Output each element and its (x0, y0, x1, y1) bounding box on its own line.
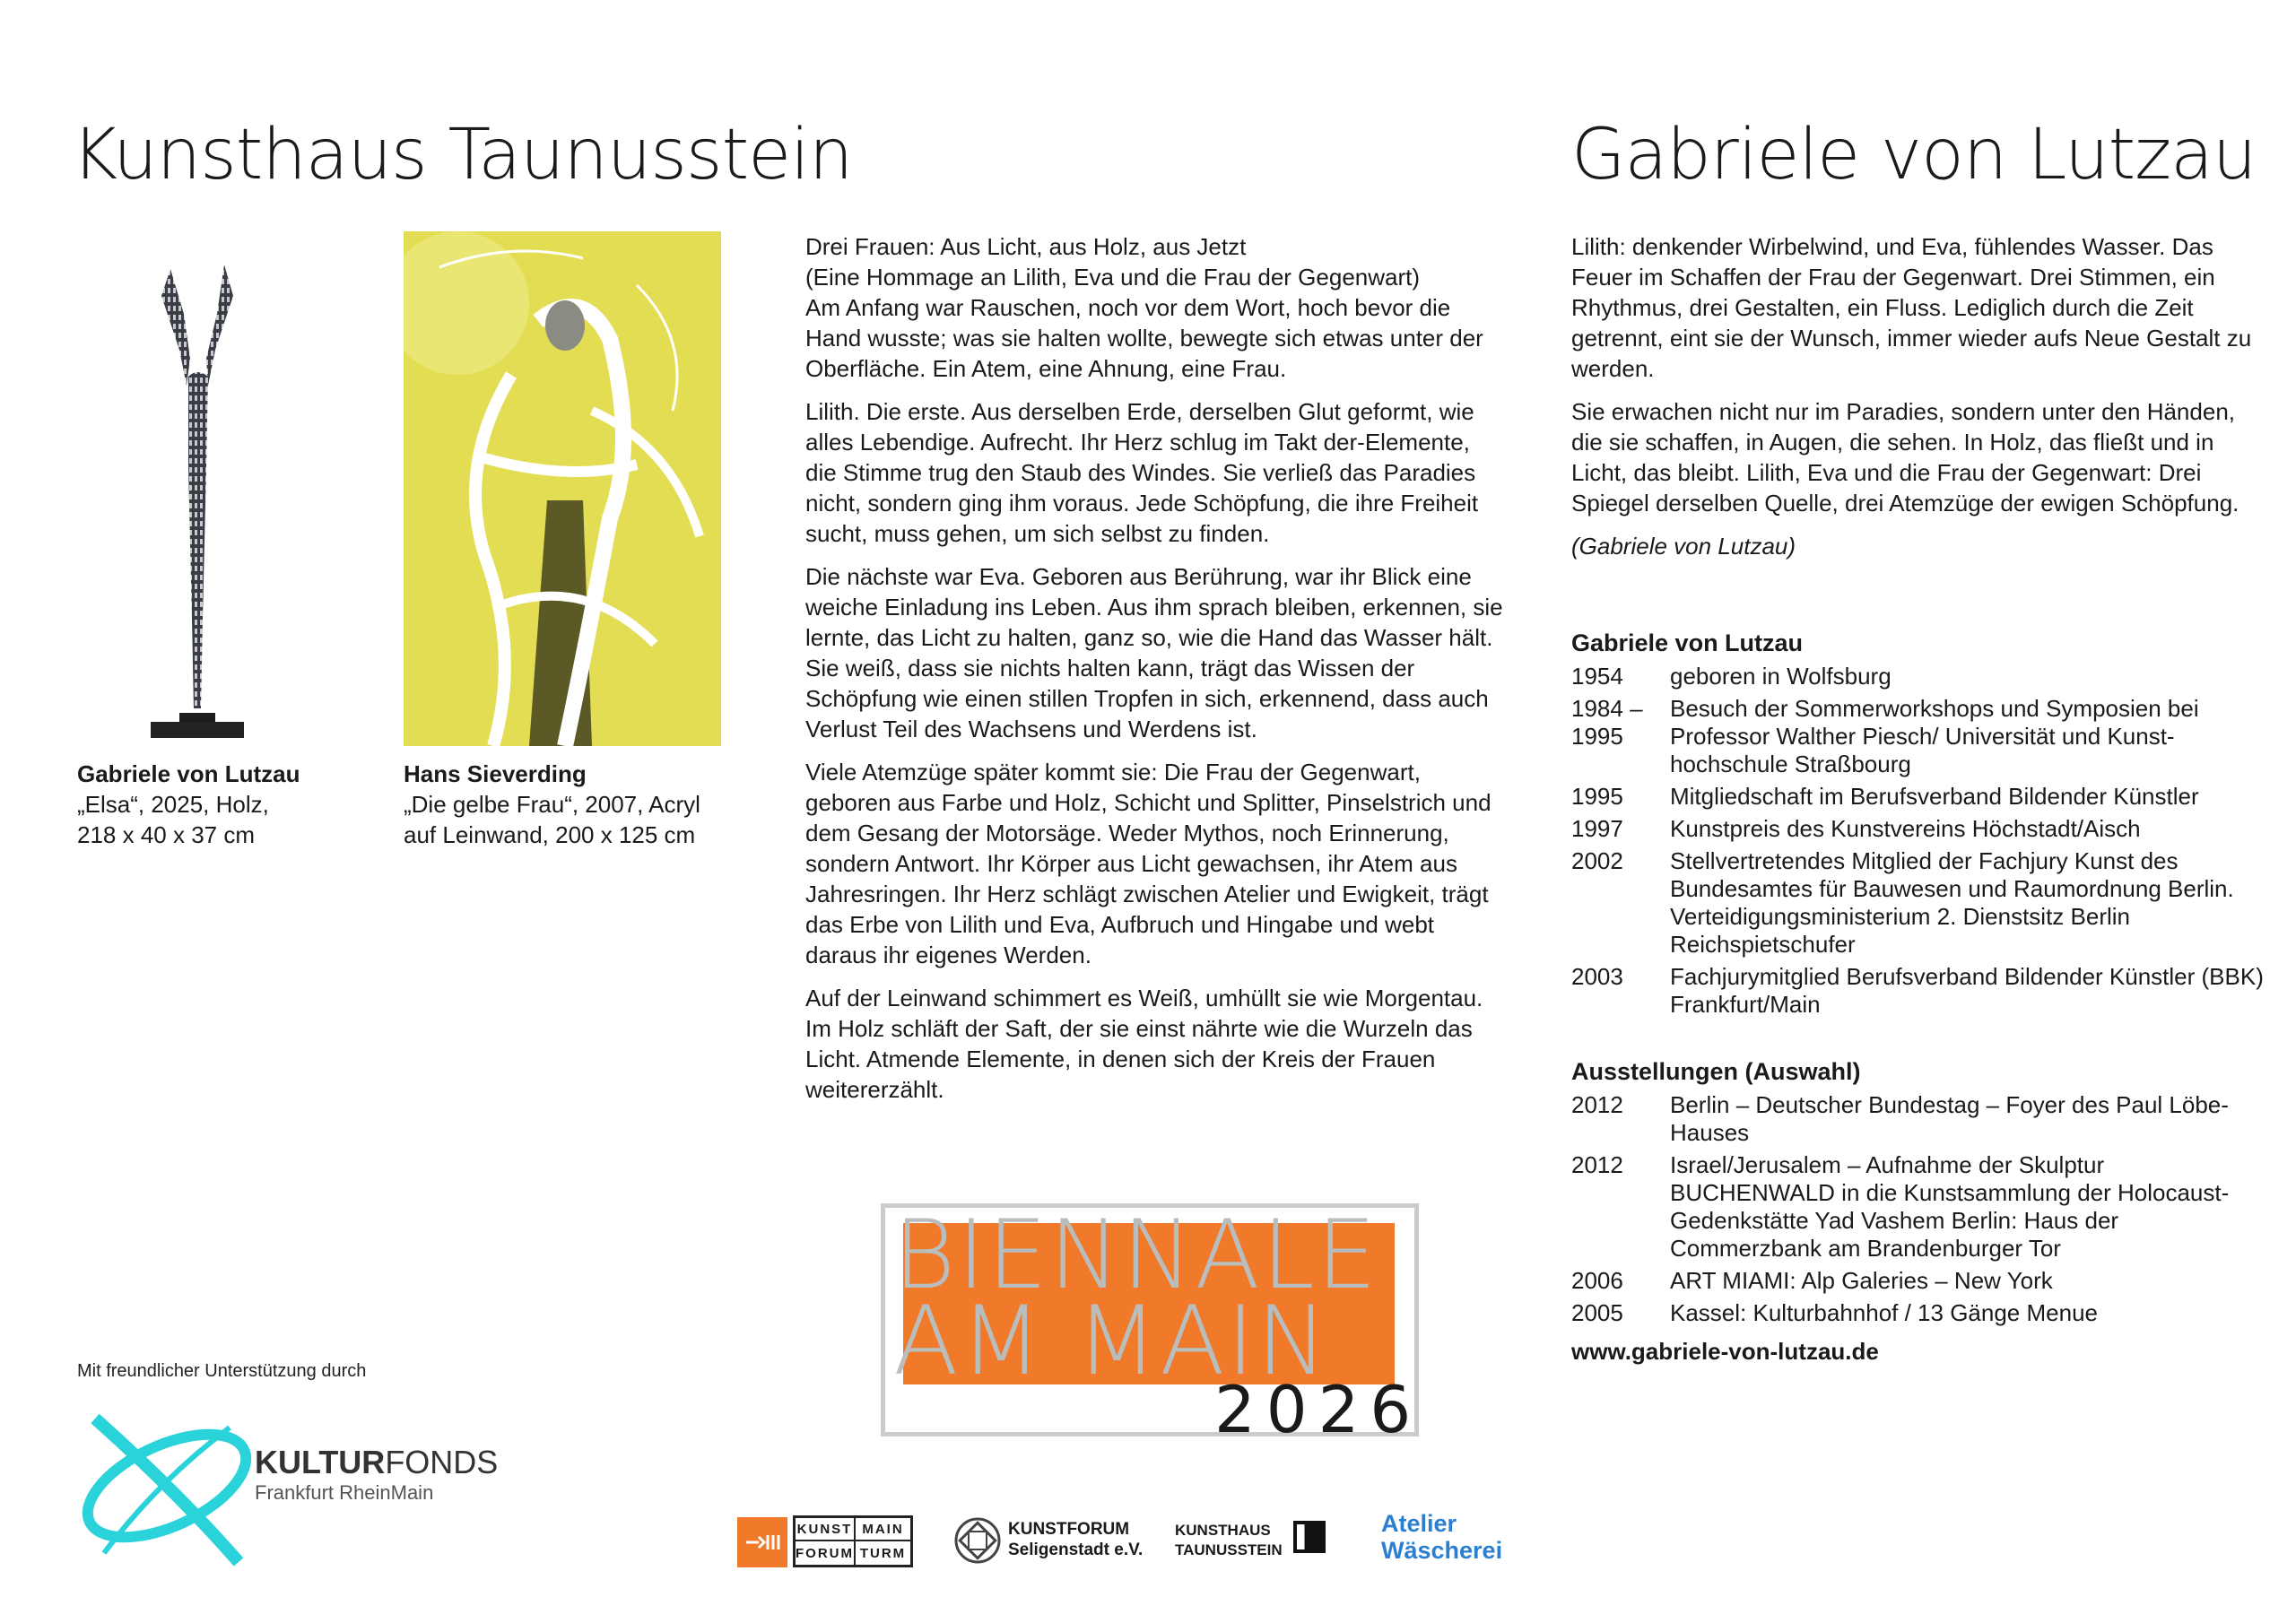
exhibition-row (1571, 1091, 2271, 1147)
bio-text: Kunstpreis des Kunstvereins Höchstadt/Aisch (1670, 815, 2141, 842)
biennale-year: 2026 (1214, 1372, 1422, 1447)
website-link[interactable]: www.gabriele-von-lutzau.de (1571, 1338, 1879, 1365)
kulturfonds-light: FONDS (385, 1444, 499, 1480)
bio-section (1571, 629, 2271, 1023)
logo-line: Wäscherei (1381, 1537, 1503, 1564)
bio-text: Stellvertretendes Mitglied der Fachjury Kunst des Bundesamtes für Bauwesen und Raumordnung Berlin. Verteidigungsministerium 2. Dienstsitz Berlin Reichspietschufer (1670, 847, 2234, 958)
caption-work-1 (77, 759, 382, 850)
exhibition-row (1571, 1151, 2271, 1263)
bio-year: 1995 (1571, 783, 1623, 810)
poem-right-column (1571, 231, 2262, 574)
exhibition-text: ART MIAMI: Alp Galeries – New York (1670, 1267, 2053, 1294)
kunsthaus-logo-text (1175, 1521, 1283, 1560)
caption-line: „Elsa“, 2025, Holz, (77, 791, 269, 818)
exhibition-year: 2012 (1571, 1091, 1623, 1118)
biennale-line2: AM MAIN (893, 1286, 1330, 1396)
exhibition-year: 2005 (1571, 1299, 1623, 1326)
support-label: Mit freundlicher Unterstützung durch (77, 1361, 367, 1381)
logo-cell: MAIN (856, 1518, 910, 1541)
painting-image (404, 231, 721, 746)
bio-text: geboren in Wolfsburg (1670, 663, 1892, 690)
kulturfonds-bold: KULTUR (255, 1444, 386, 1480)
logo-cell: KUNST (796, 1518, 856, 1541)
kunstforum-main-logo (793, 1515, 913, 1567)
kulturfonds-wordmark (255, 1444, 498, 1481)
poem-column (805, 231, 1505, 1117)
bio-text: Mitgliedschaft im Berufsverband Bildender Künstler (1670, 783, 2199, 810)
page-title-right: Gabriele von Lutzau (1571, 115, 2257, 195)
poem-paragraph: Auf der Leinwand schimmert es Weiß, umhüllt sie wie Morgentau. Im Holz schläft der Saft, der sie einst nährte wie die Wurzeln das Licht. Atmende Elemente, in denen sich der Kreis der Frauen weitererzählt. (805, 985, 1483, 1103)
bio-row (1571, 963, 2271, 1019)
bio-year: 1997 (1571, 815, 1623, 842)
exhibitions-section (1571, 1058, 2271, 1366)
exhibition-year: 2012 (1571, 1151, 1623, 1178)
bio-row (1571, 663, 2271, 690)
kunstforum-seligenstadt-icon (952, 1515, 1003, 1566)
kunstforum-seligenstadt-text (1008, 1519, 1143, 1560)
logo-cell: FORUM (796, 1541, 856, 1565)
logo-line: KUNSTHAUS (1175, 1522, 1271, 1539)
kunstforum-main-icon (737, 1517, 787, 1567)
atelier-waescherei-logo (1381, 1510, 1502, 1564)
logo-line: KUNSTFORUM (1008, 1520, 1130, 1539)
logo-line: Atelier (1381, 1510, 1457, 1537)
poem-signature: (Gabriele von Lutzau) (1571, 533, 1796, 560)
kulturfonds-sub: Frankfurt RheinMain (255, 1481, 434, 1504)
bio-year: 2002 (1571, 847, 1623, 874)
biennale-logo (881, 1200, 1422, 1447)
exhibition-text: Israel/Jerusalem – Aufnahme der Skulptur BUCHENWALD in die Kunstsammlung der Holocaust-Gedenkstätte Yad Vashem Berlin: Haus der Commerzbank am Brandenburger Tor (1670, 1151, 2230, 1262)
caption-line: „Die gelbe Frau“, 2007, Acryl (404, 791, 700, 818)
caption-artist: Hans Sieverding (404, 760, 587, 787)
bio-row (1571, 695, 2271, 778)
kunsthaus-logo-icon (1293, 1521, 1326, 1553)
kulturfonds-logo-text (255, 1444, 498, 1505)
bio-year: 2003 (1571, 963, 1623, 990)
poem-paragraph: Lilith. Die erste. Aus derselben Erde, derselben Glut geformt, wie alles Lebendige. Aufrecht. Ihr Herz schlug im Takt der-Elemente, die Stimme trug den Staub des Windes. Sie verließ das Paradies nicht, sondern ging ihm voraus. Jede Schöpfung, die ihre Freiheit sucht, muss gehen, um sich selbst zu finden. (805, 398, 1479, 547)
poem-paragraph: Sie erwachen nicht nur im Paradies, sondern unter den Händen, die sie schaffen, in Augen, die sehen. In Holz, das fließt und in Licht, das bleibt. Lilith, Eva und die Frau der Gegenwart: Drei Spiegel derselben Quelle, drei Atemzüge der ewigen Schöpfung. (1571, 398, 2239, 516)
poem-line: Drei Frauen: Aus Licht, aus Holz, aus Jetzt (805, 233, 1247, 260)
bio-text: Besuch der Sommerworkshops und Symposien bei Professor Walther Piesch/ Universität und Kunst-hochschule Straßbourg (1670, 695, 2199, 777)
biennale-line1: BIENNALE (893, 1200, 1378, 1310)
logo-line: Seligenstadt e.V. (1008, 1541, 1144, 1559)
exhibition-text: Berlin – Deutscher Bundestag – Foyer des Paul Löbe-Hauses (1670, 1091, 2229, 1146)
bio-title: Gabriele von Lutzau (1571, 629, 1804, 656)
exhibitions-title: Ausstellungen (Auswahl) (1571, 1058, 1861, 1085)
page-title-left: Kunsthaus Taunusstein (72, 115, 853, 195)
poem-line: (Eine Hommage an Lilith, Eva und die Frau der Gegenwart) (805, 264, 1421, 291)
caption-line: 218 x 40 x 37 cm (77, 821, 255, 848)
bio-row (1571, 815, 2271, 843)
poem-paragraph: Am Anfang war Rauschen, noch vor dem Wort, hoch bevor die Hand wusste; was sie halten wollte, bewegte sich etwas unter der Oberfläche. Ein Atem, eine Ahnung, eine Frau. (805, 294, 1483, 382)
exhibition-row (1571, 1267, 2271, 1295)
caption-work-2 (404, 759, 744, 850)
logo-line: TAUNUSSTEIN (1175, 1541, 1283, 1558)
sculpture-image (135, 260, 260, 744)
bio-year: 1984 – 1995 (1571, 695, 1643, 750)
bio-year: 1954 (1571, 663, 1623, 690)
poem-paragraph: Die nächste war Eva. Geboren aus Berührung, war ihr Blick eine weiche Einladung ins Leben. Aus ihm sprach bleiben, erkennen, sie lernte, das Licht zu halten, ganz so, wie die Hand das Wasser hält. Sie weiß, dass sie nichts halten kann, trägt das Wissen der Schöpfung wie einen stillen Tropfen in sich, erkennend, dass auch Verlust Teil des Wachsens und Werdens ist. (805, 563, 1503, 742)
caption-artist: Gabriele von Lutzau (77, 760, 300, 787)
bio-row (1571, 847, 2271, 959)
bio-row (1571, 783, 2271, 811)
exhibition-text: Kassel: Kulturbahnhof / 13 Gänge Menue (1670, 1299, 2098, 1326)
exhibition-row (1571, 1299, 2271, 1327)
poem-paragraph: Viele Atemzüge später kommt sie: Die Frau der Gegenwart, geboren aus Farbe und Holz, Schicht und Splitter, Pinselstrich und dem Gesang der Motorsäge. Weder Mythos, noch Erinnerung, sondern Antwort. Ihr Körper aus Licht gewachsen, ihr Atem aus Jahresringen. Ihr Herz schlägt zwischen Atelier und Ewigkeit, trägt das Erbe von Lilith und Eva, Aufbruch und Hingabe und webt daraus ihr eigenes Werden. (805, 759, 1492, 968)
exhibition-year: 2006 (1571, 1267, 1623, 1294)
bio-text: Fachjurymitglied Berufsverband Bildender Künstler (BBK) Frankfurt/Main (1670, 963, 2264, 1018)
logo-cell: TURM (859, 1545, 907, 1561)
kulturfonds-logo-mark (77, 1401, 257, 1571)
caption-line: auf Leinwand, 200 x 125 cm (404, 821, 696, 848)
poem-paragraph: Lilith: denkender Wirbelwind, und Eva, fühlendes Wasser. Das Feuer im Schaffen der Frau der Gegenwart. Drei Stimmen, ein Rhythmus, drei Gestalten, ein Fluss. Lediglich durch die Zeit getrennt, eint sie der Wunsch, immer wieder aufs Neue Gestalt zu werden. (1571, 233, 2252, 382)
